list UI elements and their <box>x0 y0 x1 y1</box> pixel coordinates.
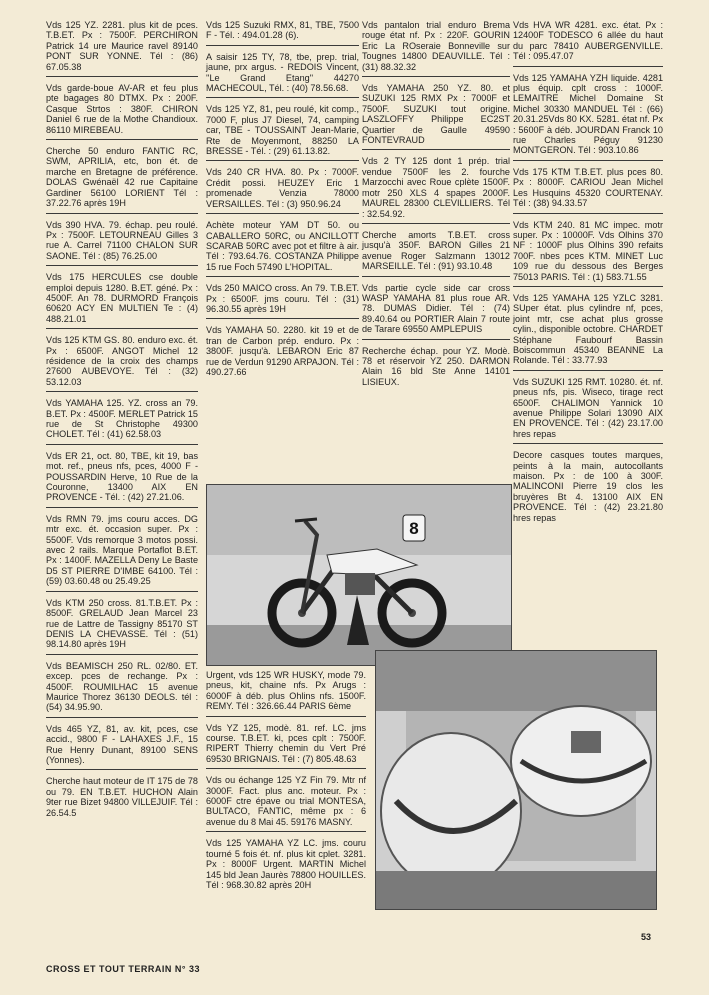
helmets-illustration <box>376 651 656 909</box>
classified-ad: Vds 125 YZ. 2281. plus kit de pces. T.B.ET. Px : 7500F. PERCHIRON Patrick 14 ure Maurice ravel 89140 PONT SUR YONNE. Tél : (86) 67.05.38 <box>46 18 198 77</box>
classified-ad: Vds YZ 125, modè. 81. ref. LC. jms course. T.B.ET. ki, pces cplt : 7500F. RIPERT Thierry chemin du Vert Pré 69530 BRIGNAIS. Tél : (7) 805.48.63 <box>206 721 366 770</box>
classified-ad: Vds KTM 250 cross. 81.T.B.ET. Px : 8500F. GRELAUD Jean Marcel 23 rue de Lattre de Tassigny 85170 ST DENIS LA CHEVASSE. Tél : (51) 98.14.80 après 19H <box>46 596 198 655</box>
magazine-title: CROSS ET TOUT TERRAIN N° 33 <box>46 964 200 974</box>
classified-ad: Vds 465 YZ, 81, av. kit, pces, cse accid., 9800 F - LAHAXES J.F., 15 Rue Henry Dunant, 89100 SENS (Yonnes). <box>46 722 198 771</box>
classified-ad: Cherche 50 enduro FANTIC RC, SWM, APRILIA, etc, bon ét. de marche en Bretagne de préférence. DOLAS Gwénaël 42 rue Capitaine Gardiner 56100 LORIENT Tél : 37.22.76 après 19H <box>46 144 198 213</box>
classified-ad: Vds KTM 240. 81 MC impec. motr super. Px : 10000F. Vds Olhins 370 NF : 1000F plus Olhins 390 refaits 700F. nbes pces KTM. MINET Luc 109 rue du dessous des Berges 75013 PARIS. Tél : (1) 583.71.55 <box>513 218 663 287</box>
classified-ad: Recherche échap. pour YZ. Modè. 78 et réservoir YZ 250. DARMON Alain 16 bld Ste Anne 14101 LISIEUX. <box>362 345 510 387</box>
classified-ad: Vds BEAMISCH 250 RL. 02/80. ET. excep. pces de rechange. Px : 4500F. ROUMILHAC 15 avenue Maurice Thorez 36130 DEOLS. tél : (54) 34.95.90. <box>46 659 198 718</box>
classified-ad: Vds 125 Suzuki RMX, 81, TBE, 7500 F - Tél. : 494.01.28 (6). <box>206 18 359 46</box>
classified-ad: Vds garde-boue AV-AR et feu plus pte bagages 80 DTMX. Px : 200F. Casque Strtos : 380F. CHIRON Daniel 6 rue de la Mothe Chandioux. 86110 MIREBEAU. <box>46 81 198 140</box>
classified-ad: Achète moteur YAM DT 50. ou CABALLERO 50RC, ou ANCILLOTT SCARAB 50RC avec pot et filtre à air. Tél : 793.64.76. COSTANZA Philippe 15 rue Foch 57490 L'HOPITAL. <box>206 218 359 277</box>
classified-ad: Cherche amorts T.B.ET. cross jusqu'à 350F. BARON Gilles 21 avenue Roger Salzmann 13012 MARSEILLE. Tél : (91) 93.10.48 <box>362 228 510 277</box>
classified-ad: Vds 175 KTM T.B.ET. plus pces 80. Px : 8000F. CARIOU Jean Michel Les Husquins 45320 COURTENAY. Tél : (38) 94.33.57 <box>513 165 663 214</box>
page-number: 53 <box>641 932 652 942</box>
column-2-lower <box>206 668 366 898</box>
classified-ad: Vds partie cycle side car cross WASP YAMAHA 81 plus roue AR. 78. DUMAS Didier. Tél : (74) 89.40.64 ou PORTIER Alain 7 route de Tarare 69550 AMPLEPUIS <box>362 281 510 340</box>
classified-ad: Vds ou échange 125 YZ Fin 79. Mtr nf 3000F. Fact. plus anc. moteur. Px : 6000F ctre épave ou trial MONTESA, BULTACO, FANTIC, même px : 6 avenue du 8 Mai 45. 59176 MASNY. <box>206 773 366 832</box>
classified-ad: Vds 125 YAMAHA YZH liquide. 4281 plus équip. cplt cross : 1000F. LEMAITRE Michel Domaine St Michel 30330 MANDUEL Tél : (66) 20.31.25Vds 80 KX. 5281. état nf. Px : 5600F à déb. JOURDAN Franck 10 rue Charles Péguy 91230 MONTGERON. Tél : 903.10.86 <box>513 71 663 161</box>
classified-ad: Vds 125 YZ, 81, peu roulé, kit comp., 7000 F, plus J7 Diesel, 74, camping car, TBE - TOUSSAINT Jean-Marie, Rte de Moyenmont, 88250 LA BRESSE - Tél. : (29) 61.13.82. <box>206 102 359 161</box>
classified-ad: Vds 2 TY 125 dont 1 prép. trial vendue 7500F les 2. fourche Marzocchi avec Roue cplète 1500F. motr 250 XLS 4 spapes 2000F. MAUREL 28300 CLEVILLIERS. Tél : 32.54.92. <box>362 154 510 223</box>
classified-ad: A saisir 125 TY, 78, tbe, prep. trial, jaune, prx argus. - REDOIS Vincent, ''Le Grand Etang'' 44270 MACHECOUL, Tél. : (40) 78.56.68. <box>206 50 359 99</box>
classified-ad: Vds 125 YAMAHA 125 YZLC 3281. SUper état. plus cylindre nf, pces, joint mtr, cse achat plus grosse cylin., disponible octobre. CHARDET Stéphane Faubourf Bassin Boiscommun 45340 BEANNE La Rolande. Tél : 33.77.93 <box>513 291 663 371</box>
classified-ad: Vds 240 CR HVA. 80. Px : 7000F. Crédit possi. HEUZEY Eric 1 promenade Venzia 78000 VERSAILLES. Tél : (3) 950.96.24 <box>206 165 359 214</box>
classified-ad: Vds 125 KTM GS. 80. enduro exc. ét. Px : 6500F. ANGOT Michel 12 résidence de la croix des champs 27600 AUBEVOYE. Tél : (32) 53.12.03 <box>46 333 198 392</box>
classified-ad: Vds 390 HVA. 79. échap. peu roulé. Px : 7500F. LETOURNEAU Gilles 3 rue A. Carrel 71100 CHALON SUR SAONE. Tél : (85) 76.25.00 <box>46 218 198 267</box>
classified-ad: Vds HVA WR 4281. exc. état. Px : 12400F TODESCO 6 allée du haut du parc 78410 AUBERGENVILLE. Tél : 095.47.07 <box>513 18 663 67</box>
column-4 <box>513 18 663 531</box>
classified-ad: Vds pantalon trial enduro Brema rouge état nf. Px : 220F. GOURIN Eric La ROseraie Bonneville sur Tougnes 14800 DEAUVILLE. Tél : (31) 88.32.32 <box>362 18 510 77</box>
motorcycle-illustration <box>207 485 511 665</box>
column-3 <box>362 18 510 395</box>
classified-ad: Vds YAMAHA 250 YZ. 80. et SUZUKI 125 RMX Px : 7000F et 7500F. SUZUKI tout origine. LASZLOFFY Philippe EC2ST Quartier de Gaulle 49590 FONTEVRAUD <box>362 81 510 150</box>
helmets-photo <box>375 650 657 910</box>
classified-ad: Vds 125 YAMAHA YZ LC. jms. couru tourné 5 fois ét. nf. plus kit cplet. 3281. Px : 8000F Urgent. MARTIN Michel 145 bld Jean Jaurès 78800 HOUILLES. Tél : 968.30.82 après 20H <box>206 838 366 890</box>
classified-ad: Urgent, vds 125 WR HUSKY, mode 79. pneus, kit, chaine nfs. Px Arugs : 6000F à déb. plus Ohlins nfs. 1500F. REMY. Tél : 326.66.44 PARIS 6ème <box>206 668 366 717</box>
classified-ad: Vds 175 HERCULES cse double emploi depuis 1280. B.ET. géné. Px : 4500F. An 78. DURMORD François 60620 ACY EN MULTIEN Te : (4) 488.21.01 <box>46 270 198 329</box>
classified-ad: Vds YAMAHA 50. 2280. kit 19 et de tran de Carbon prép. enduro. Px : 3800F. jusqu'à. LEBARON Eric 87 rue de Verdun 91290 ARPAJON. Tél : 490.27.66 <box>206 325 359 377</box>
classified-ad: Vds 250 MAICO cross. An 79. T.B.ET. Px : 6500F. jms couru. Tél : (31) 96.30.55 après 19H <box>206 281 359 319</box>
classified-ad: Vds YAMAHA 125. YZ. cross an 79. B.ET. Px : 4500F. MERLET Patrick 15 rue de St Christophe 49300 CHOLET. Tél : (41) 62.58.03 <box>46 396 198 445</box>
classified-ad: Decore casques toutes marques, peints à la main, autocollants maison. Px : de 100 à 300F. MALINCONI Pierre 19 clos les bruyères Bt 4. 13100 AIX EN PROVENCE. Tél : (42) 23.21.80 hres repas <box>513 450 663 523</box>
column-1 <box>46 18 198 826</box>
classified-ad: Vds SUZUKI 125 RMT. 10280. ét. nf. pneus nfs, pis. Wiseco, tirage rect 6500F. CHALIMON Yannick 10 avenue Philippe Solari 13090 AIX EN PROVENCE. Tél : (42) 23.17.00 hres repas <box>513 375 663 444</box>
motorcycle-photo <box>206 484 512 666</box>
classified-ad: Cherche haut moteur de IT 175 de 78 ou 79. EN T.B.ET. HUCHON Alain 9ter rue Bizet 94800 VILLEJUIF. Tél : 26.54.5 <box>46 776 198 818</box>
number-plate: 8 <box>409 519 419 538</box>
classified-ad: Vds ER 21, oct. 80, TBE, kit 19, bas mot. ref., pneus nfs, pces, 4000 F - POUSSARDIN Herve, 10 Rue de la Couronne, 13400 AIX EN PROVENCE - Tél. : (42) 27.21.06. <box>46 449 198 508</box>
classified-ad: Vds RMN 79. jms couru acces. DG mtr exc. ét. occasion super. Px : 5500F. Vds remorque 3 motos possi. avec 2 rails. Marque Portaflot B.ET. Px : 1400F. MAZELLA Deny Le Baste D5 ST PIERRE D'IMBE 64100. Tél : (59) 03.60.48 ou 25.49.25 <box>46 512 198 592</box>
column-2 <box>206 18 359 385</box>
